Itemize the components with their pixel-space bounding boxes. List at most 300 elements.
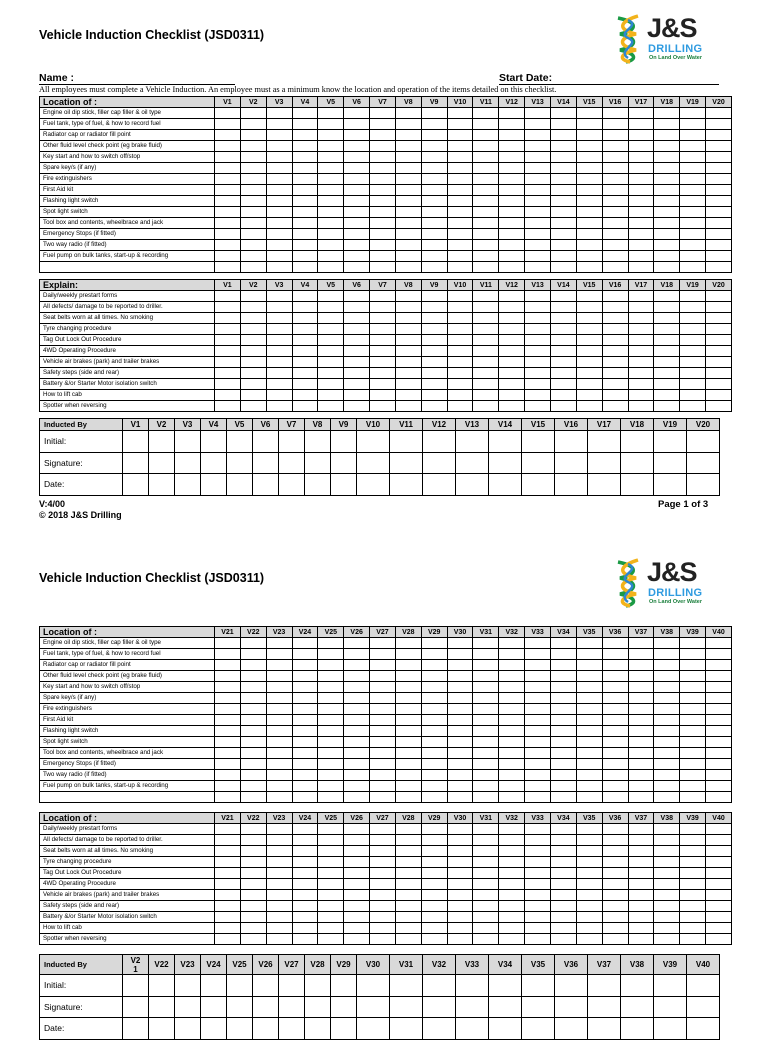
check-cell[interactable] [215,346,241,357]
check-cell[interactable] [706,207,732,218]
check-cell[interactable] [318,737,344,748]
check-cell[interactable] [447,196,473,207]
check-cell[interactable] [654,934,680,945]
check-cell[interactable] [292,923,318,934]
check-cell[interactable] [370,313,396,324]
check-cell[interactable] [266,379,292,390]
signoff-cell[interactable] [390,452,423,474]
check-cell[interactable] [344,229,370,240]
check-cell[interactable] [680,185,706,196]
check-cell[interactable] [215,390,241,401]
check-cell[interactable] [395,357,421,368]
check-cell[interactable] [395,704,421,715]
check-cell[interactable] [628,638,654,649]
check-cell[interactable] [421,792,447,803]
signoff-cell[interactable] [149,1018,175,1040]
check-cell[interactable] [576,346,602,357]
check-cell[interactable] [447,152,473,163]
check-cell[interactable] [550,781,576,792]
check-cell[interactable] [266,868,292,879]
check-cell[interactable] [680,824,706,835]
check-cell[interactable] [654,912,680,923]
check-cell[interactable] [344,357,370,368]
check-cell[interactable] [473,357,499,368]
check-cell[interactable] [318,682,344,693]
check-cell[interactable] [266,152,292,163]
check-cell[interactable] [680,726,706,737]
check-cell[interactable] [654,108,680,119]
check-cell[interactable] [318,726,344,737]
signoff-cell[interactable] [489,452,522,474]
check-cell[interactable] [473,335,499,346]
check-cell[interactable] [421,660,447,671]
check-cell[interactable] [499,130,525,141]
check-cell[interactable] [706,302,732,313]
check-cell[interactable] [447,890,473,901]
check-cell[interactable] [499,229,525,240]
check-cell[interactable] [344,923,370,934]
check-cell[interactable] [576,638,602,649]
check-cell[interactable] [395,857,421,868]
check-cell[interactable] [576,770,602,781]
check-cell[interactable] [447,324,473,335]
check-cell[interactable] [706,240,732,251]
check-cell[interactable] [680,770,706,781]
check-cell[interactable] [706,262,732,273]
check-cell[interactable] [680,357,706,368]
check-cell[interactable] [266,912,292,923]
signoff-cell[interactable] [279,1018,305,1040]
check-cell[interactable] [525,379,551,390]
signoff-cell[interactable] [489,1018,522,1040]
check-cell[interactable] [215,693,241,704]
check-cell[interactable] [654,346,680,357]
check-cell[interactable] [240,824,266,835]
signoff-cell[interactable] [522,431,555,453]
check-cell[interactable] [628,174,654,185]
check-cell[interactable] [499,737,525,748]
check-cell[interactable] [318,291,344,302]
check-cell[interactable] [550,704,576,715]
check-cell[interactable] [421,638,447,649]
check-cell[interactable] [525,368,551,379]
check-cell[interactable] [240,781,266,792]
check-cell[interactable] [602,868,628,879]
signoff-cell[interactable] [621,431,654,453]
check-cell[interactable] [602,846,628,857]
check-cell[interactable] [576,240,602,251]
check-cell[interactable] [499,163,525,174]
check-cell[interactable] [421,704,447,715]
check-cell[interactable] [447,781,473,792]
check-cell[interactable] [266,163,292,174]
check-cell[interactable] [602,368,628,379]
check-cell[interactable] [344,824,370,835]
check-cell[interactable] [447,357,473,368]
check-cell[interactable] [318,748,344,759]
check-cell[interactable] [550,390,576,401]
check-cell[interactable] [706,835,732,846]
check-cell[interactable] [395,163,421,174]
check-cell[interactable] [240,704,266,715]
signoff-cell[interactable] [331,975,357,997]
check-cell[interactable] [344,660,370,671]
check-cell[interactable] [654,291,680,302]
check-cell[interactable] [525,846,551,857]
check-cell[interactable] [550,141,576,152]
check-cell[interactable] [654,174,680,185]
check-cell[interactable] [344,857,370,868]
check-cell[interactable] [550,163,576,174]
check-cell[interactable] [447,291,473,302]
check-cell[interactable] [395,141,421,152]
check-cell[interactable] [473,857,499,868]
check-cell[interactable] [395,693,421,704]
check-cell[interactable] [344,682,370,693]
signoff-cell[interactable] [123,474,149,496]
check-cell[interactable] [292,379,318,390]
check-cell[interactable] [370,846,396,857]
check-cell[interactable] [628,379,654,390]
check-cell[interactable] [680,130,706,141]
check-cell[interactable] [215,174,241,185]
check-cell[interactable] [550,291,576,302]
check-cell[interactable] [370,163,396,174]
check-cell[interactable] [447,770,473,781]
check-cell[interactable] [680,229,706,240]
check-cell[interactable] [292,912,318,923]
check-cell[interactable] [550,857,576,868]
check-cell[interactable] [421,174,447,185]
check-cell[interactable] [292,857,318,868]
signoff-cell[interactable] [357,996,390,1018]
check-cell[interactable] [395,229,421,240]
check-cell[interactable] [447,824,473,835]
check-cell[interactable] [525,163,551,174]
check-cell[interactable] [550,726,576,737]
check-cell[interactable] [421,346,447,357]
signoff-cell[interactable] [331,452,357,474]
check-cell[interactable] [576,890,602,901]
check-cell[interactable] [292,737,318,748]
check-cell[interactable] [499,682,525,693]
check-cell[interactable] [499,196,525,207]
check-cell[interactable] [344,196,370,207]
check-cell[interactable] [215,748,241,759]
check-cell[interactable] [473,251,499,262]
check-cell[interactable] [499,379,525,390]
check-cell[interactable] [576,163,602,174]
check-cell[interactable] [447,748,473,759]
check-cell[interactable] [654,835,680,846]
check-cell[interactable] [628,346,654,357]
check-cell[interactable] [602,251,628,262]
check-cell[interactable] [421,868,447,879]
check-cell[interactable] [215,759,241,770]
signoff-cell[interactable] [331,431,357,453]
check-cell[interactable] [628,649,654,660]
check-cell[interactable] [473,152,499,163]
check-cell[interactable] [240,218,266,229]
check-cell[interactable] [447,726,473,737]
check-cell[interactable] [654,218,680,229]
check-cell[interactable] [473,229,499,240]
check-cell[interactable] [370,335,396,346]
check-cell[interactable] [266,770,292,781]
check-cell[interactable] [473,401,499,412]
check-cell[interactable] [706,379,732,390]
check-cell[interactable] [292,781,318,792]
check-cell[interactable] [395,748,421,759]
check-cell[interactable] [550,185,576,196]
check-cell[interactable] [344,649,370,660]
check-cell[interactable] [525,890,551,901]
check-cell[interactable] [602,313,628,324]
check-cell[interactable] [628,130,654,141]
check-cell[interactable] [706,346,732,357]
check-cell[interactable] [421,302,447,313]
signoff-cell[interactable] [357,474,390,496]
check-cell[interactable] [421,108,447,119]
check-cell[interactable] [240,229,266,240]
check-cell[interactable] [421,737,447,748]
check-cell[interactable] [318,792,344,803]
check-cell[interactable] [421,240,447,251]
check-cell[interactable] [499,912,525,923]
check-cell[interactable] [266,879,292,890]
check-cell[interactable] [421,335,447,346]
check-cell[interactable] [602,781,628,792]
check-cell[interactable] [266,726,292,737]
check-cell[interactable] [628,759,654,770]
check-cell[interactable] [421,726,447,737]
check-cell[interactable] [344,240,370,251]
check-cell[interactable] [550,251,576,262]
check-cell[interactable] [344,262,370,273]
check-cell[interactable] [628,163,654,174]
check-cell[interactable] [344,141,370,152]
check-cell[interactable] [240,357,266,368]
check-cell[interactable] [292,660,318,671]
check-cell[interactable] [576,649,602,660]
check-cell[interactable] [576,660,602,671]
check-cell[interactable] [706,390,732,401]
check-cell[interactable] [602,291,628,302]
check-cell[interactable] [525,649,551,660]
check-cell[interactable] [370,649,396,660]
check-cell[interactable] [421,229,447,240]
check-cell[interactable] [680,207,706,218]
check-cell[interactable] [499,868,525,879]
check-cell[interactable] [318,638,344,649]
check-cell[interactable] [602,901,628,912]
signoff-cell[interactable] [357,431,390,453]
check-cell[interactable] [344,152,370,163]
check-cell[interactable] [370,379,396,390]
check-cell[interactable] [395,379,421,390]
check-cell[interactable] [680,835,706,846]
check-cell[interactable] [680,240,706,251]
check-cell[interactable] [473,759,499,770]
check-cell[interactable] [421,693,447,704]
signoff-cell[interactable] [456,975,489,997]
check-cell[interactable] [525,857,551,868]
signoff-cell[interactable] [331,996,357,1018]
check-cell[interactable] [292,196,318,207]
check-cell[interactable] [499,218,525,229]
check-cell[interactable] [602,835,628,846]
check-cell[interactable] [292,704,318,715]
check-cell[interactable] [654,152,680,163]
check-cell[interactable] [447,218,473,229]
signoff-cell[interactable] [175,996,201,1018]
check-cell[interactable] [292,262,318,273]
check-cell[interactable] [447,379,473,390]
check-cell[interactable] [395,671,421,682]
check-cell[interactable] [576,759,602,770]
check-cell[interactable] [499,792,525,803]
check-cell[interactable] [344,324,370,335]
signoff-cell[interactable] [149,975,175,997]
check-cell[interactable] [395,737,421,748]
check-cell[interactable] [680,324,706,335]
signoff-cell[interactable] [253,1018,279,1040]
signoff-cell[interactable] [423,452,456,474]
check-cell[interactable] [654,846,680,857]
check-cell[interactable] [370,781,396,792]
check-cell[interactable] [344,218,370,229]
check-cell[interactable] [525,660,551,671]
check-cell[interactable] [266,682,292,693]
check-cell[interactable] [473,240,499,251]
check-cell[interactable] [240,251,266,262]
check-cell[interactable] [266,901,292,912]
check-cell[interactable] [447,240,473,251]
check-cell[interactable] [654,671,680,682]
signoff-cell[interactable] [390,1018,423,1040]
check-cell[interactable] [525,174,551,185]
check-cell[interactable] [292,357,318,368]
check-cell[interactable] [654,824,680,835]
check-cell[interactable] [525,130,551,141]
signoff-cell[interactable] [357,975,390,997]
check-cell[interactable] [525,934,551,945]
check-cell[interactable] [447,868,473,879]
check-cell[interactable] [421,824,447,835]
check-cell[interactable] [473,715,499,726]
check-cell[interactable] [550,868,576,879]
check-cell[interactable] [576,108,602,119]
check-cell[interactable] [602,748,628,759]
check-cell[interactable] [292,108,318,119]
signoff-cell[interactable] [331,474,357,496]
check-cell[interactable] [370,912,396,923]
check-cell[interactable] [240,868,266,879]
check-cell[interactable] [706,130,732,141]
check-cell[interactable] [576,357,602,368]
check-cell[interactable] [473,379,499,390]
check-cell[interactable] [292,934,318,945]
check-cell[interactable] [628,835,654,846]
check-cell[interactable] [602,638,628,649]
check-cell[interactable] [292,291,318,302]
check-cell[interactable] [628,846,654,857]
check-cell[interactable] [706,726,732,737]
signoff-cell[interactable] [279,431,305,453]
check-cell[interactable] [706,759,732,770]
check-cell[interactable] [344,912,370,923]
check-cell[interactable] [550,262,576,273]
check-cell[interactable] [370,923,396,934]
check-cell[interactable] [215,726,241,737]
check-cell[interactable] [473,174,499,185]
check-cell[interactable] [344,693,370,704]
check-cell[interactable] [240,737,266,748]
check-cell[interactable] [395,401,421,412]
check-cell[interactable] [266,251,292,262]
check-cell[interactable] [266,302,292,313]
check-cell[interactable] [576,152,602,163]
check-cell[interactable] [318,141,344,152]
signoff-cell[interactable] [227,996,253,1018]
check-cell[interactable] [473,923,499,934]
check-cell[interactable] [473,890,499,901]
check-cell[interactable] [525,335,551,346]
check-cell[interactable] [266,737,292,748]
check-cell[interactable] [576,335,602,346]
check-cell[interactable] [473,726,499,737]
signoff-cell[interactable] [555,474,588,496]
check-cell[interactable] [602,715,628,726]
signoff-cell[interactable] [123,975,149,997]
signoff-cell[interactable] [555,975,588,997]
check-cell[interactable] [370,302,396,313]
check-cell[interactable] [421,781,447,792]
check-cell[interactable] [654,196,680,207]
check-cell[interactable] [240,119,266,130]
check-cell[interactable] [473,291,499,302]
check-cell[interactable] [421,912,447,923]
check-cell[interactable] [602,737,628,748]
signoff-cell[interactable] [423,431,456,453]
check-cell[interactable] [292,671,318,682]
check-cell[interactable] [525,401,551,412]
check-cell[interactable] [499,846,525,857]
check-cell[interactable] [370,770,396,781]
check-cell[interactable] [421,357,447,368]
check-cell[interactable] [602,934,628,945]
check-cell[interactable] [266,108,292,119]
check-cell[interactable] [292,846,318,857]
check-cell[interactable] [370,693,396,704]
check-cell[interactable] [499,715,525,726]
check-cell[interactable] [525,346,551,357]
check-cell[interactable] [706,715,732,726]
check-cell[interactable] [628,185,654,196]
check-cell[interactable] [550,335,576,346]
check-cell[interactable] [525,912,551,923]
check-cell[interactable] [266,638,292,649]
check-cell[interactable] [602,879,628,890]
check-cell[interactable] [292,792,318,803]
check-cell[interactable] [680,335,706,346]
check-cell[interactable] [370,401,396,412]
check-cell[interactable] [421,379,447,390]
check-cell[interactable] [706,335,732,346]
check-cell[interactable] [628,868,654,879]
check-cell[interactable] [395,335,421,346]
check-cell[interactable] [318,163,344,174]
